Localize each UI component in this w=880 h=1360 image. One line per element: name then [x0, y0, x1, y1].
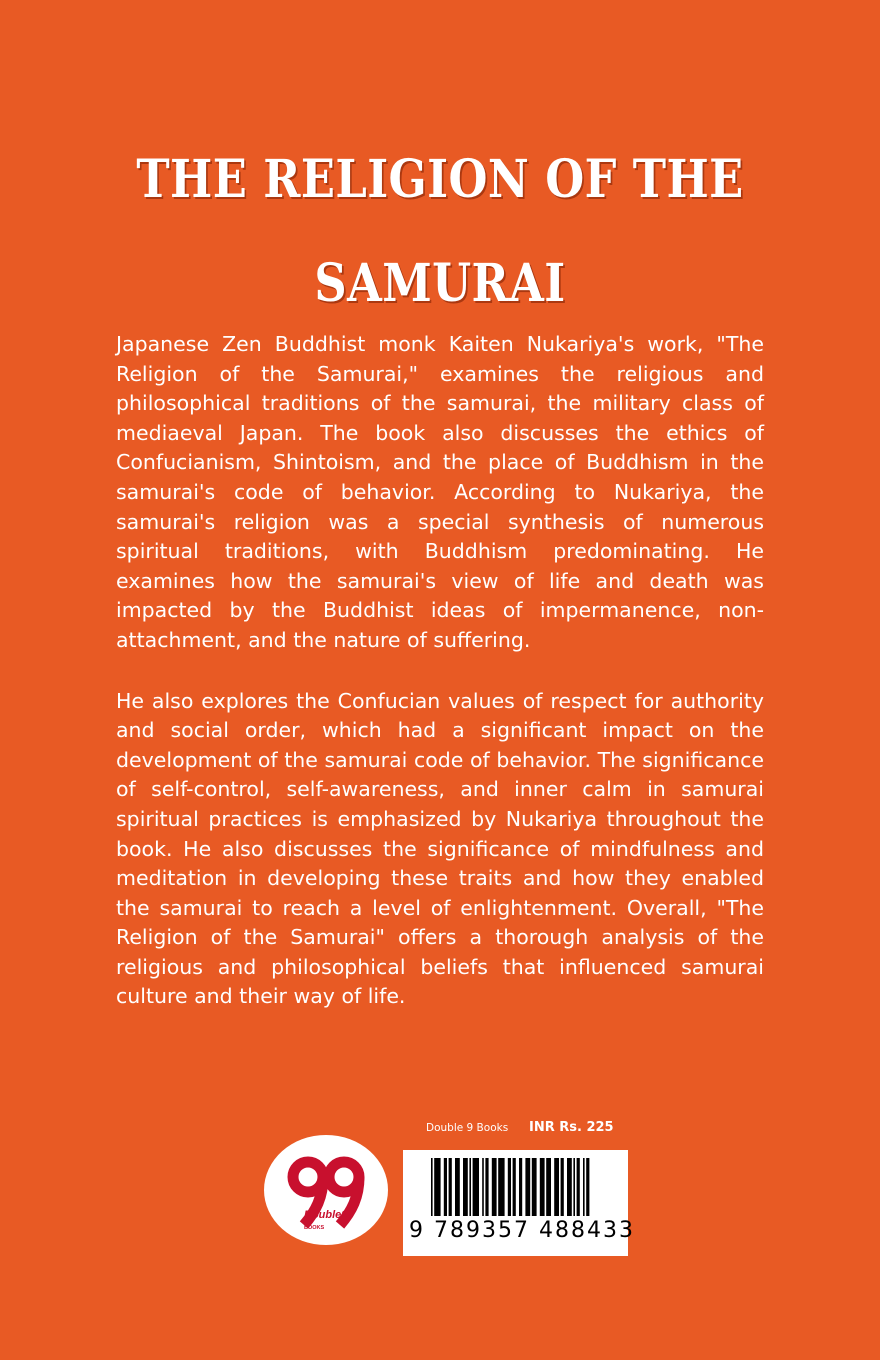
book-title — [62, 128, 819, 336]
barcode-bar — [434, 1158, 440, 1216]
book-title-line-1: THE RELIGION OF THE — [136, 149, 744, 210]
logo-subtext: BOOKS — [304, 1225, 325, 1231]
isbn-number: 9 789357 488433 — [409, 1218, 635, 1243]
barcode-bars-icon — [431, 1158, 621, 1218]
barcode-bar — [561, 1158, 564, 1216]
barcode-bar — [508, 1158, 511, 1216]
barcode-bar — [583, 1158, 585, 1216]
book-description — [116, 330, 764, 1043]
barcode-bar — [444, 1158, 447, 1216]
price-label: INR Rs. 225 — [529, 1120, 614, 1135]
barcode-bar — [463, 1158, 468, 1216]
logo-text: Double9 — [304, 1209, 348, 1221]
book-title-line-2: SAMURAI — [314, 253, 566, 314]
barcode-bar — [492, 1158, 497, 1216]
barcode-bar — [449, 1158, 452, 1216]
barcode-bar — [554, 1158, 559, 1216]
barcode-bar — [431, 1158, 433, 1216]
isbn-barcode — [403, 1150, 635, 1256]
barcode-bar — [532, 1158, 537, 1216]
barcode-bar — [485, 1158, 488, 1216]
barcode-bar — [540, 1158, 545, 1216]
barcode-bar — [498, 1158, 504, 1216]
barcode-bar — [586, 1158, 589, 1216]
barcode-bar — [482, 1158, 484, 1216]
description-paragraph-2: He also explores the Confucian values of respect for authority and social order, which had a significant impact on the development of the samurai code of behavior. The significance of self-control, self-awareness, and inner calm in samurai spiritual practices is emphasized by Nukariya throughout the book. He also discusses the significance of mindfulness and meditation in developing these traits and how they enabled the samurai to reach a level of enlightenment. Overall, "The Religion of the Samurai" offers a thorough analysis of the religious and philosophical beliefs that influenced samurai culture and their way of life. — [116, 688, 764, 1009]
barcode-bar — [546, 1158, 551, 1216]
barcode-bar — [473, 1158, 479, 1216]
double-nine-logo-icon — [264, 1135, 388, 1245]
description-paragraph-1: Japanese Zen Buddhist monk Kaiten Nukariya's work, "The Religion of the Samurai," examines the religious and philosophical traditions of the samurai, the military class of mediaeval Japan. The book also discusses the ethics of Confucianism, Shintoism, and the place of Buddhism in the samurai's code of behavior. According to Nukariya, the samurai's religion was a special synthesis of numerous spiritual traditions, with Buddhism predominating. He examines how the samurai's view of life and death was impacted by the Buddhist ideas of impermanence, non-attachment, and the nature of suffering. — [116, 332, 764, 652]
barcode-bar — [567, 1158, 572, 1216]
barcode-bar — [573, 1158, 575, 1216]
barcode-bar — [469, 1158, 471, 1216]
barcode-bar — [577, 1158, 580, 1216]
barcode-bar — [513, 1158, 516, 1216]
barcode-bar — [519, 1158, 522, 1216]
barcode-bar — [525, 1158, 530, 1216]
publisher-logo — [264, 1135, 388, 1245]
publisher-name: Double 9 Books — [426, 1122, 509, 1134]
barcode-bar — [455, 1158, 460, 1216]
